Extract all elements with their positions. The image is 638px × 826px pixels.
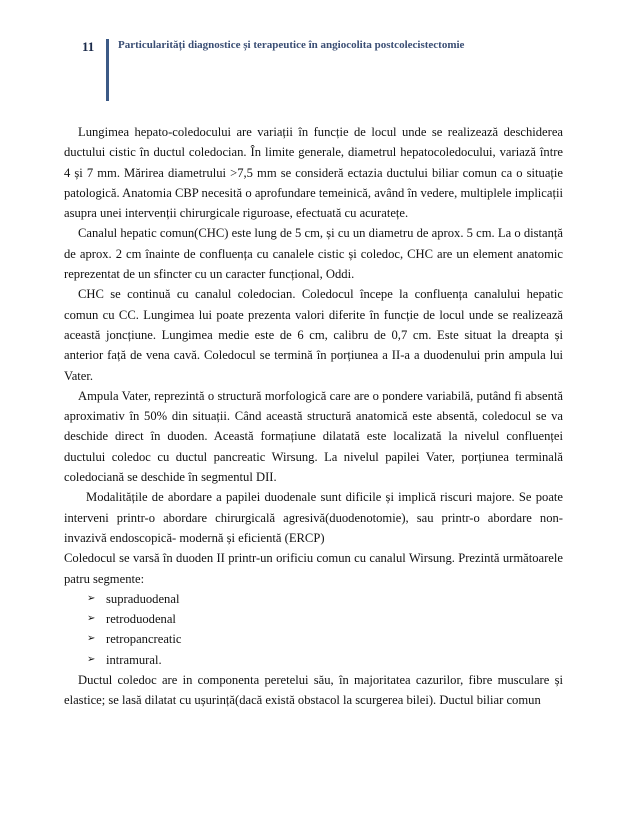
arrow-bullet-icon: ➢ — [87, 653, 96, 665]
segment-label: retroduodenal — [106, 612, 176, 627]
paragraph-papilla-approach: Modalitățile de abordare a papilei duodenale sunt dificile și implică riscuri majore. Se poate interveni printr-o abordare chirurgicală agresivă(duodenotomie), sau printr-o abordare non-invazivă endoscopică- modernă și eficientă (ERCP) — [64, 490, 563, 545]
segment-list — [64, 589, 563, 670]
segment-label: supraduodenal — [106, 591, 180, 606]
header-divider — [106, 39, 109, 101]
segment-label: intramural. — [106, 652, 162, 667]
list-item — [87, 589, 563, 609]
arrow-bullet-icon: ➢ — [87, 613, 96, 625]
paragraph-segments-intro: Coledocul se varsă în duoden II printr-un orificiu comun cu canalul Wirsung. Prezintă următoarele patru segmente: — [64, 551, 563, 586]
running-title: Particularități diagnostice și terapeutice în angiocolita postcolecistectomie — [118, 39, 465, 51]
paragraph-ampulla-vater: Ampula Vater, reprezintă o structură morfologică care are o pondere variabilă, putând fi absentă aproximativ în 50% din situații. Când această structură anatomică este absentă, coledocul se va deschide direct în duoden. Această formațiune dilatată este localizată la nivelul confluenței ductului coledoc cu ductul pancreatic Wirsung. La nivelul papilei Vater, porțiunea terminală coledociană se deschide în segmentul DII. — [64, 388, 563, 485]
paragraph-duct-wall: Ductul coledoc are in componenta peretelui său, în majoritatea cazurilor, fibre musculare și elastice; se lasă dilatat cu ușurință(dacă există obstacol la scurgerea bilei). Ductul biliar comun — [64, 673, 563, 708]
paragraph-coledoc: CHC se continuă cu canalul coledocian. Coledocul începe la confluența canalului hepatic comun cu CC. Lungimea lui poate prezenta valori diferite în funcție de locul unde se realizează această joncțiune. Lungimea medie este de 6 cm, calibru de 0,7 cm. Este situat la dreapta și anterior față de vena cavă. Coledocul se termină în porțiunea a II-a a duodenului prin ampula lui Vater. — [64, 287, 563, 383]
paragraph-hepatocoledoc-length: Lungimea hepato-coledocului are variații în funcție de locul unde se realizează deschiderea ductului cistic în ductul coledocian. În limite generale, diametrul hepatocoledocului, variază între 4 și 7 mm. Mărirea diametrului >7,5 mm se consideră ectazia ductului biliar comun ca o situație patologică. Anatomia CBP necesită o aprofundare temeinică, având în vedere, multiplele implicații asupra unei intervenții chirurgicale riguroase, efectuată cu acuratețe. — [64, 125, 563, 221]
segment-label: retropancreatic — [106, 632, 182, 647]
list-item — [87, 650, 563, 670]
arrow-bullet-icon: ➢ — [87, 633, 96, 645]
arrow-bullet-icon: ➢ — [87, 592, 96, 604]
page-number: 11 — [82, 39, 95, 54]
paragraph-common-hepatic-duct: Canalul hepatic comun(CHC) este lung de 5 cm, și cu un diametru de aprox. 5 cm. La o distanță de aprox. 2 cm înainte de confluența cu canalele cistic și coledoc, CHC are un element anatomic reprezentat de un sfincter cu un caracter funcțional, Oddi. — [64, 226, 563, 282]
list-item — [87, 629, 563, 649]
list-item — [87, 609, 563, 629]
page-body — [64, 122, 563, 711]
